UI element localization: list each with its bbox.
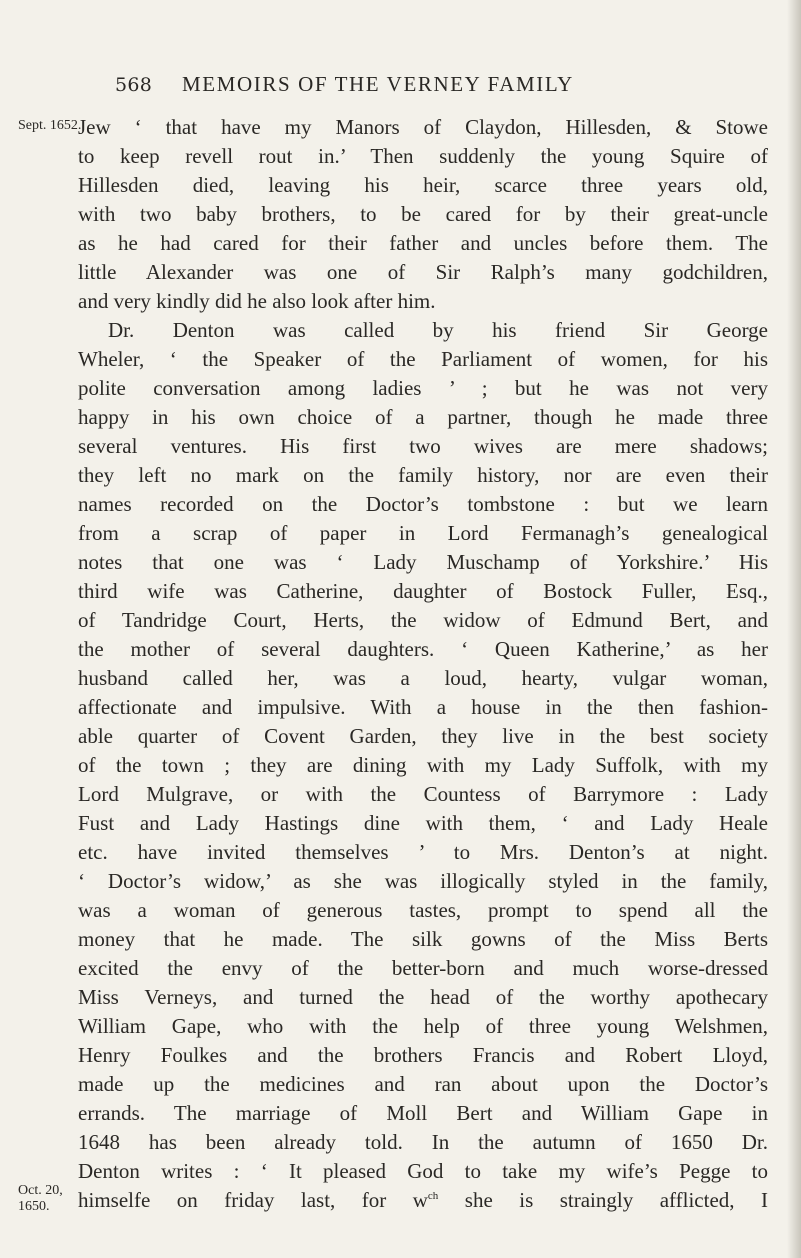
- text-line: Hillesden died, leaving his heir, scarce three years old,: [78, 173, 768, 197]
- text-line: several ventures. His first two wives are mere shadows;: [78, 434, 768, 458]
- margin-note-line: Oct. 20,: [18, 1183, 63, 1198]
- page-number: 568: [115, 74, 153, 96]
- text-line: was a woman of generous tastes, prompt to spend all the: [78, 898, 768, 922]
- text-line: they left no mark on the family history, nor are even their: [78, 463, 768, 487]
- text-fragment: she is straingly afflicted, I: [438, 1188, 768, 1212]
- text-line: little Alexander was one of Sir Ralph’s many godchildren,: [78, 260, 768, 284]
- text-line-final: [78, 1186, 768, 1215]
- text-line: Wheler, ‘ the Speaker of the Parliament of women, for his: [78, 347, 768, 371]
- text-line: excited the envy of the better-born and much worse-dressed: [78, 956, 768, 980]
- text-line: Fust and Lady Hastings dine with them, ‘ and Lady Heale: [78, 811, 768, 835]
- text-line: to keep revell rout in.’ Then suddenly the young Squire of: [78, 144, 768, 168]
- text-line: errands. The marriage of Moll Bert and William Gape in: [78, 1101, 768, 1125]
- margin-note-line: 1650.: [18, 1199, 50, 1214]
- text-line: made up the medicines and ran about upon the Doctor’s: [78, 1072, 768, 1096]
- text-line: third wife was Catherine, daughter of Bostock Fuller, Esq.,: [78, 579, 768, 603]
- text-line: of Tandridge Court, Herts, the widow of Edmund Bert, and: [78, 608, 768, 632]
- text-line: William Gape, who with the help of three young Welshmen,: [78, 1014, 768, 1038]
- text-line: Lord Mulgrave, or with the Countess of Barrymore : Lady: [78, 782, 768, 806]
- text-line: notes that one was ‘ Lady Muschamp of Yorkshire.’ His: [78, 550, 768, 574]
- text-line: etc. have invited themselves ’ to Mrs. Denton’s at night.: [78, 840, 768, 864]
- text-line: 1648 has been already told. In the autumn of 1650 Dr.: [78, 1130, 768, 1154]
- text-line: names recorded on the Doctor’s tombstone : but we learn: [78, 492, 768, 516]
- text-line: with two baby brothers, to be cared for by their great-uncle: [78, 202, 768, 226]
- text-line: affectionate and impulsive. With a house in the then fashion-: [78, 695, 768, 719]
- text-line: Henry Foulkes and the brothers Francis and Robert Lloyd,: [78, 1043, 768, 1067]
- text-fragment: himselfe on friday last, for w: [78, 1188, 428, 1212]
- text-line: Denton writes : ‘ It pleased God to take my wife’s Pegge to: [78, 1159, 768, 1183]
- text-line: husband called her, was a loud, hearty, vulgar woman,: [78, 666, 768, 690]
- text-line: Miss Verneys, and turned the head of the worthy apothecary: [78, 985, 768, 1009]
- superscript: ch: [427, 1190, 439, 1202]
- body-text: [78, 113, 768, 1215]
- text-line: ‘ Doctor’s widow,’ as she was illogically styled in the family,: [78, 869, 768, 893]
- text-line: happy in his own choice of a partner, though he made three: [78, 405, 768, 429]
- margin-note-date-1650: [18, 1183, 63, 1215]
- text-line: as he had cared for their father and uncles before them. The: [78, 231, 768, 255]
- text-line: able quarter of Covent Garden, they live in the best society: [78, 724, 768, 748]
- margin-note-date-1652: Sept. 1652.: [18, 118, 82, 133]
- text-line: from a scrap of paper in Lord Fermanagh’s genealogical: [78, 521, 768, 545]
- text-line: money that he made. The silk gowns of the Miss Berts: [78, 927, 768, 951]
- text-line: and very kindly did he also look after him.: [78, 289, 436, 313]
- text-line: Dr. Denton was called by his friend Sir George: [108, 318, 768, 342]
- page-edge-shadow: [787, 0, 801, 1258]
- text-line: the mother of several daughters. ‘ Queen Katherine,’ as her: [78, 637, 768, 661]
- page-header: [0, 74, 801, 104]
- running-head: MEMOIRS OF THE VERNEY FAMILY: [182, 72, 574, 96]
- text-line: Jew ‘ that have my Manors of Claydon, Hillesden, & Stowe: [78, 115, 768, 139]
- text-line: polite conversation among ladies ’ ; but he was not very: [78, 376, 768, 400]
- text-line: of the town ; they are dining with my Lady Suffolk, with my: [78, 753, 768, 777]
